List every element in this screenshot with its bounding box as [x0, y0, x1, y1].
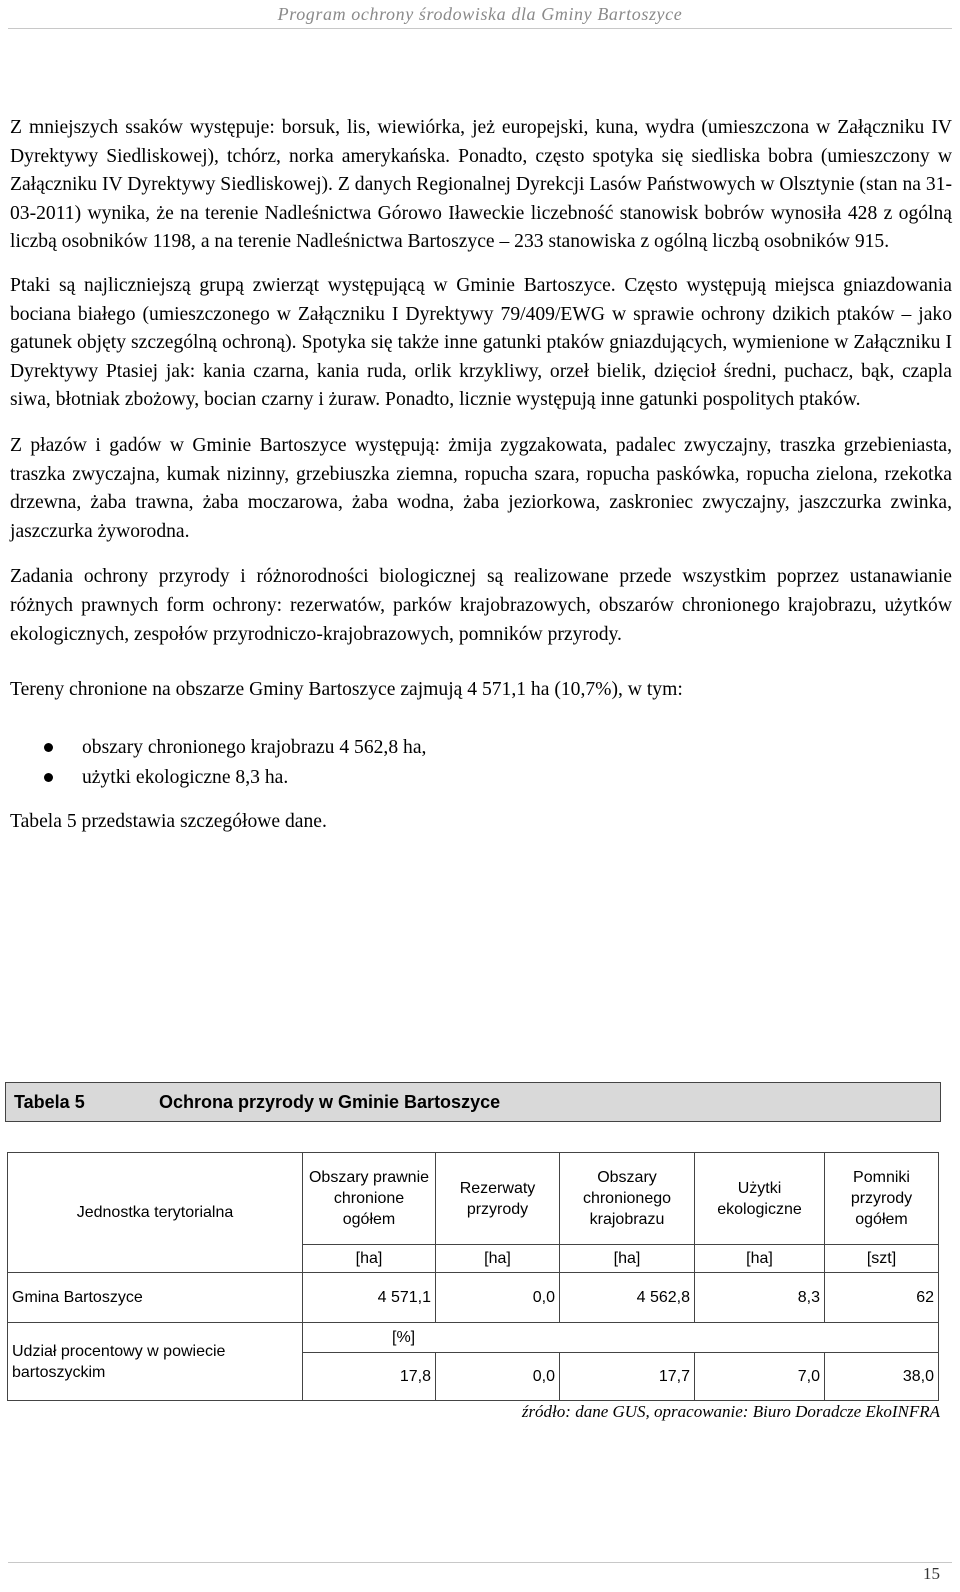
- unit-cell: [ha]: [695, 1245, 825, 1273]
- column-header-reserves: Rezerwaty przyrody: [436, 1153, 560, 1245]
- footer-divider: [8, 1562, 952, 1563]
- table-cell: 4 571,1: [303, 1273, 436, 1323]
- table-cell: 17,7: [560, 1353, 695, 1401]
- column-header-monuments: Pomniki przyrody ogółem: [825, 1153, 939, 1245]
- paragraph-table-reference: Tabela 5 przedstawia szczegółowe dane.: [10, 810, 327, 832]
- percent-unit-cell: [%]: [303, 1323, 939, 1353]
- table-cell: 17,8: [303, 1353, 436, 1401]
- row-label: Udział procentowy w powiecie bartoszyckim: [8, 1323, 303, 1401]
- bullet-icon: [44, 743, 53, 752]
- table-title: Ochrona przyrody w Gminie Bartoszyce: [159, 1092, 501, 1112]
- table-caption: [5, 1082, 941, 1122]
- column-header-protected-total: Obszary prawnie chronione ogółem: [303, 1153, 436, 1245]
- list-item: [10, 733, 952, 764]
- nature-protection-table: [7, 1152, 939, 1401]
- table-source-note: źródło: dane GUS, opracowanie: Biuro Doradcze EkoINFRA: [521, 1402, 940, 1421]
- list-item-text: użytki ekologiczne 8,3 ha.: [82, 767, 289, 789]
- unit-cell: [szt]: [825, 1245, 939, 1273]
- table-number: Tabela 5: [14, 1092, 85, 1112]
- table-cell: 38,0: [825, 1353, 939, 1401]
- table-row: [8, 1273, 939, 1323]
- table-cell: 0,0: [436, 1353, 560, 1401]
- paragraph-birds: Ptaki są najliczniejszą grupą zwierząt występującą w Gminie Bartoszyce. Często występują miejsca gniazdowania bociana białego (umieszczonego w Załączniku I Dyrektywy 79/409/EWG w sprawie ochrony dzikich ptaków – jako gatunek objęty szczególną ochroną). Spotyka się także inne gatunki ptaków gniazdujących, wymienione w Załączniku I Dyrektywy Ptasiej jak: kania czarna, kania ruda, orlik krzykliwy, orzeł bielik, dzięcioł średni, puchacz, bąk, czapla siwa, błotniak zbożowy, bocian czarny i żuraw. Ponadto, licznie występują inne gatunki pospolitych ptaków.: [10, 274, 952, 411]
- table-cell: 4 562,8: [560, 1273, 695, 1323]
- column-header-unit: Jednostka terytorialna: [8, 1153, 303, 1273]
- table-cell: 0,0: [436, 1273, 560, 1323]
- bullet-icon: [44, 773, 53, 782]
- paragraph-amphibians: Z płazów i gadów w Gminie Bartoszyce występują: żmija zygzakowata, padalec zwyczajny, traszka grzebieniasta, traszka zwyczajna, kumak nizinny, grzebiuszka ziemna, ropucha szara, ropucha paskówka, ropucha zielona, rzekotka drzewna, żaba trawna, żaba moczarowa, żaba wodna, żaba jeziorkowa, zaskroniec zwyczajny, jaszczurka zwinka, jaszczurka żyworodna.: [10, 434, 952, 542]
- unit-cell: [ha]: [436, 1245, 560, 1273]
- unit-cell: [ha]: [303, 1245, 436, 1273]
- protected-areas-list: [10, 733, 952, 794]
- header-divider: [8, 28, 952, 29]
- paragraph-mammals: Z mniejszych ssaków występuje: borsuk, lis, wiewiórka, jeż europejski, kuna, wydra (umieszczona w Załączniku IV Dyrektywy Siedliskowej), tchórz, norka amerykańska. Ponadto, często spotyka się siedliska bobra (umieszczony w Załączniku IV Dyrektywy Siedliskowej). Z danych Regionalnej Dyrekcji Lasów Państwowych w Olsztynie (stan na 31-03-2011) wynika, że na terenie Nadleśnictwa Górowo Iławeckie liczebność stanowisk bobrów wynosiła 428 z ogólną liczbą osobników 1198, a na terenie Nadleśnictwa Bartoszyce – 233 stanowiska z ogólną liczbą osobników 915.: [10, 117, 952, 253]
- column-header-landscape-areas: Obszary chronionego krajobrazu: [560, 1153, 695, 1245]
- column-header-ecological-sites: Użytki ekologiczne: [695, 1153, 825, 1245]
- list-item-text: obszary chronionego krajobrazu 4 562,8 ha,: [82, 736, 427, 758]
- table-cell: 62: [825, 1273, 939, 1323]
- page-number: 15: [923, 1564, 940, 1583]
- list-item: [10, 763, 952, 794]
- table-cell: 7,0: [695, 1353, 825, 1401]
- page-header: Program ochrony środowiska dla Gminy Bartoszyce: [277, 4, 683, 24]
- row-label: Gmina Bartoszyce: [8, 1273, 303, 1323]
- unit-cell: [ha]: [560, 1245, 695, 1273]
- table-cell: 8,3: [695, 1273, 825, 1323]
- paragraph-protected-areas: Tereny chronione na obszarze Gminy Bartoszyce zajmują 4 571,1 ha (10,7%), w tym:: [10, 679, 683, 701]
- table-percent-unit-row: [8, 1323, 939, 1353]
- table-header-row: [8, 1153, 939, 1245]
- document-body: [10, 114, 952, 836]
- paragraph-protection-tasks: Zadania ochrony przyrody i różnorodności biologicznej są realizowane przede wszystkim poprzez ustanawianie różnych prawnych form ochrony: rezerwatów, parków krajobrazowych, obszarów chronionego krajobrazu, użytków ekologicznych, zespołów przyrodniczo-krajobrazowych, pomników przyrody.: [10, 566, 952, 645]
